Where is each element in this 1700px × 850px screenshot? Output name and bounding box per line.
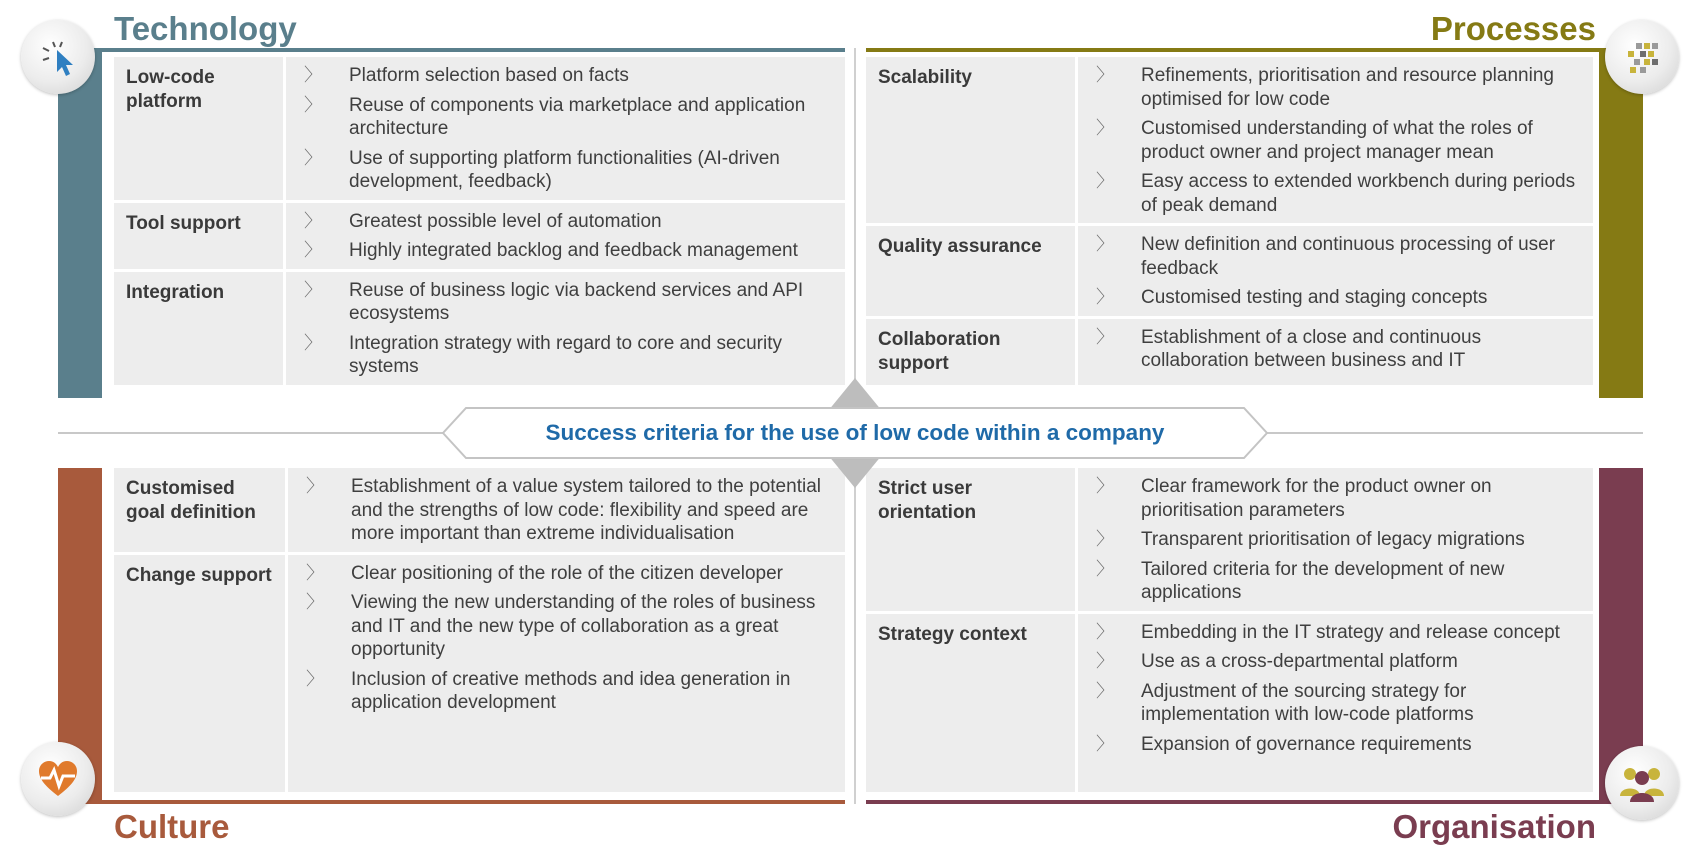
technology-panel: [114, 57, 845, 385]
list-item: 〉 Refinements, prioritisation and resource planning optimised for low code: [1078, 64, 1583, 111]
culture-bottom-line: [96, 800, 845, 804]
chevron-right-icon: 〉: [306, 592, 324, 612]
list-item: 〉 Adjustment of the sourcing strategy for implementation with low-code platforms: [1078, 680, 1583, 727]
row-items: [1078, 319, 1593, 385]
processes-row-scalability: [866, 57, 1593, 223]
chevron-right-icon: 〉: [1096, 326, 1114, 347]
list-item: 〉 Embedding in the IT strategy and release concept: [1078, 621, 1583, 645]
chevron-right-icon: 〉: [304, 240, 322, 260]
chevron-right-icon: 〉: [1096, 621, 1114, 642]
chevron-right-icon: 〉: [304, 332, 322, 353]
technology-row-low-code-platform: [114, 57, 845, 200]
organisation-row-strict-user-orientation: [866, 468, 1593, 611]
chevron-right-icon: 〉: [304, 65, 322, 85]
row-items: [1078, 226, 1593, 316]
chevron-right-icon: 〉: [1096, 529, 1114, 549]
list-item: 〉 Inclusion of creative methods and idea generation in application development: [288, 668, 835, 715]
row-label: Quality assurance: [866, 226, 1075, 316]
row-items: [286, 57, 845, 200]
technology-side-bar: [58, 48, 102, 398]
processes-top-line: [866, 48, 1601, 52]
list-item: 〉 Tailored criteria for the development of new applications: [1078, 558, 1583, 605]
list-item: 〉 New definition and continuous processing of user feedback: [1078, 233, 1583, 280]
list-item: 〉 Platform selection based on facts: [286, 64, 835, 88]
row-items: [1078, 614, 1593, 793]
center-title: Success criteria for the use of low code within a company: [545, 420, 1165, 445]
row-label: Change support: [114, 555, 285, 793]
list-item: 〉 Viewing the new understanding of the roles of business and IT and the new type of collaboration as a great opportunity: [288, 591, 835, 662]
list-item: 〉 Establishment of a value system tailored to the potential and the strengths of low code: flexibility and speed are more important than extreme individualisation: [288, 475, 835, 546]
chevron-right-icon: 〉: [304, 147, 322, 168]
row-items: [1078, 468, 1593, 611]
row-items: [1078, 57, 1593, 223]
culture-row-change-support: [114, 555, 845, 793]
chevron-right-icon: 〉: [1096, 476, 1114, 496]
chevron-right-icon: 〉: [1096, 118, 1114, 138]
chevron-right-icon: 〉: [1096, 234, 1114, 254]
technology-row-tool-support: [114, 203, 845, 269]
row-label: Strategy context: [866, 614, 1075, 793]
chevron-right-icon: 〉: [306, 668, 324, 689]
processes-title: Processes: [1430, 10, 1596, 47]
row-label: Tool support: [114, 203, 283, 269]
chevron-right-icon: 〉: [1096, 171, 1114, 191]
technology-row-integration: [114, 272, 845, 385]
chevron-right-icon: 〉: [1096, 651, 1114, 671]
chevron-right-icon: 〉: [1096, 287, 1114, 307]
organisation-title: Organisation: [1392, 808, 1596, 845]
list-item: 〉 Expansion of governance requirements: [1078, 733, 1583, 757]
list-item: 〉 Reuse of components via marketplace and application architecture: [286, 94, 835, 141]
row-items: [286, 203, 845, 269]
chevron-right-icon: 〉: [304, 94, 322, 115]
row-items: [286, 272, 845, 385]
row-label: Collaboration support: [866, 319, 1075, 385]
row-items: [288, 555, 845, 793]
row-label: Integration: [114, 272, 283, 385]
list-item: 〉 Greatest possible level of automation: [286, 210, 835, 234]
row-label: Scalability: [866, 57, 1075, 223]
people-group-icon: [1605, 746, 1679, 820]
pixel-grid-icon: [1605, 20, 1679, 94]
chevron-right-icon: 〉: [304, 210, 322, 231]
list-item: 〉 Customised testing and staging concepts: [1078, 286, 1583, 310]
culture-panel: [114, 468, 845, 792]
list-item: 〉 Integration strategy with regard to core and security systems: [286, 332, 835, 379]
culture-row-customised-goal-definition: [114, 468, 845, 552]
chevron-right-icon: 〉: [306, 562, 324, 583]
culture-title: Culture: [114, 808, 230, 845]
chevron-right-icon: 〉: [1096, 65, 1114, 85]
organisation-bottom-line: [866, 800, 1601, 804]
row-label: Low-code platform: [114, 57, 283, 200]
chevron-right-icon: 〉: [1096, 558, 1114, 579]
row-label: Strict user orientation: [866, 468, 1075, 611]
processes-row-collaboration-support: [866, 319, 1593, 385]
technology-top-line: [96, 48, 845, 52]
technology-title: Technology: [114, 10, 297, 47]
list-item: 〉 Customised understanding of what the roles of product owner and project manager mean: [1078, 117, 1583, 164]
row-label: Customised goal definition: [114, 468, 285, 552]
processes-row-quality-assurance: [866, 226, 1593, 316]
organisation-row-strategy-context: [866, 614, 1593, 793]
list-item: 〉 Transparent prioritisation of legacy migrations: [1078, 528, 1583, 552]
list-item: 〉 Clear positioning of the role of the citizen developer: [288, 562, 835, 586]
chevron-right-icon: 〉: [304, 279, 322, 300]
chevron-right-icon: 〉: [306, 476, 324, 496]
list-item: 〉 Use as a cross-departmental platform: [1078, 650, 1583, 674]
chevron-right-icon: 〉: [1096, 680, 1114, 701]
list-item: 〉 Establishment of a close and continuous collaboration between business and IT: [1078, 326, 1583, 373]
chevron-right-icon: 〉: [1096, 733, 1114, 754]
row-items: [288, 468, 845, 552]
organisation-panel: [866, 468, 1593, 792]
processes-panel: [866, 57, 1593, 385]
list-item: 〉 Reuse of business logic via backend services and API ecosystems: [286, 279, 835, 326]
list-item: 〉 Highly integrated backlog and feedback management: [286, 239, 835, 263]
cursor-click-icon: [21, 20, 95, 94]
list-item: 〉 Use of supporting platform functionalities (AI-driven development, feedback): [286, 147, 835, 194]
list-item: 〉 Clear framework for the product owner on prioritisation parameters: [1078, 475, 1583, 522]
list-item: 〉 Easy access to extended workbench during periods of peak demand: [1078, 170, 1583, 217]
processes-side-bar: [1599, 48, 1643, 398]
heart-pulse-icon: [21, 742, 95, 816]
